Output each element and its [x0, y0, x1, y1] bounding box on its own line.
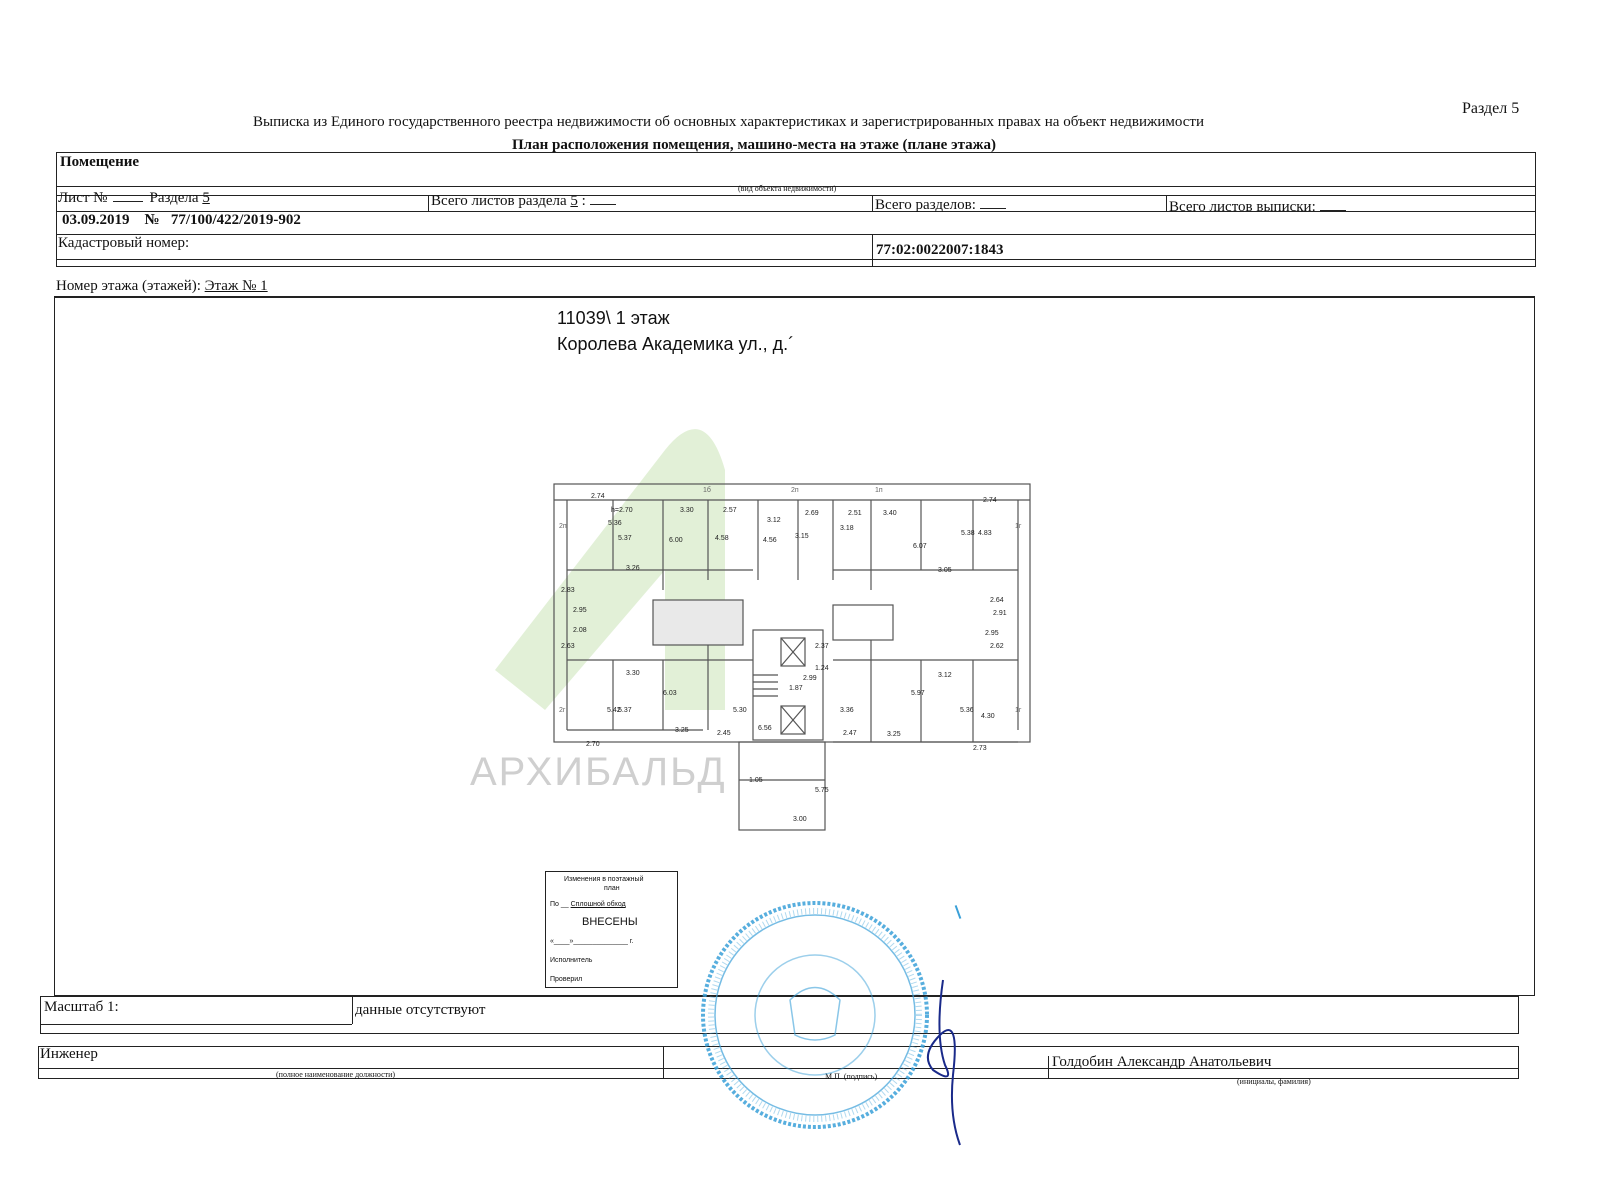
seal-stamp-icon — [695, 895, 935, 1135]
name-note: (инициалы, фамилия) — [1237, 1077, 1311, 1086]
plan-dimension-label: 3.30 — [626, 670, 640, 677]
plan-title-2: Королева Академика ул., д.´ — [557, 334, 795, 354]
total-sheets-extract-label: Всего листов выписки: — [1169, 199, 1316, 215]
object-type: Помещение — [60, 154, 140, 170]
scale-value: данные отсутствуют — [355, 1002, 486, 1018]
plan-wall-label: 2г — [559, 707, 566, 714]
plan-dimension-label: 2.70 — [586, 741, 600, 748]
number-sign: № — [144, 212, 160, 228]
stamp-line-3: По __ Сплошной обход — [550, 901, 626, 908]
stamp-checked: Проверил — [550, 976, 583, 983]
plan-wall-label: 1г — [1015, 523, 1022, 530]
document-subtitle: План расположения помещения, машино-места на этаже (плане этажа) — [512, 137, 996, 153]
plan-dimension-label: 2.51 — [848, 510, 862, 517]
plan-dimension-label: 3.40 — [883, 510, 897, 517]
plan-dimension-label: 3.18 — [840, 525, 854, 532]
plan-dimension-label: 5.36 — [608, 520, 622, 527]
plan-dimension-label: 5.42 — [607, 707, 621, 714]
extract-date: 03.09.2019 — [62, 212, 130, 228]
plan-dimension-label: 6.00 — [669, 537, 683, 544]
total-sheets-section-value: 5 — [570, 193, 578, 209]
section-of-label: Раздела — [149, 190, 199, 206]
total-sheets-section-label: Всего листов раздела — [431, 193, 567, 209]
plan-dimension-label: 5.36 — [960, 707, 974, 714]
plan-dimension-label: 3.15 — [795, 533, 809, 540]
floor-label: Номер этажа (этажей): — [56, 278, 201, 294]
plan-dimension-label: 2.73 — [973, 745, 987, 752]
plan-dimension-label: 2.69 — [805, 510, 819, 517]
plan-dimension-label: 4.30 — [981, 713, 995, 720]
plan-dimension-label: 2.74 — [591, 493, 605, 500]
plan-dimension-label: 1.87 — [789, 685, 803, 692]
plan-dimension-label: 2.64 — [990, 597, 1004, 604]
plan-dimension-label: 5.97 — [911, 690, 925, 697]
engineer-name: Голдобин Александр Анатольевич — [1052, 1054, 1272, 1070]
plan-dimension-label: 5.37 — [618, 535, 632, 542]
floor-plan — [553, 480, 1033, 832]
object-type-note: (вид объекта недвижимости) — [738, 184, 837, 193]
total-sections — [875, 197, 1006, 214]
plan-dimension-label: 3.12 — [938, 672, 952, 679]
plan-wall-label: 2п — [559, 523, 567, 530]
plan-dimension-label: 5.30 — [733, 707, 747, 714]
plan-dimension-label: 3.12 — [767, 517, 781, 524]
floor-value: Этаж № 1 — [204, 278, 268, 294]
stamp-prefix: По — [550, 901, 559, 908]
plan-dimension-label: 3.36 — [840, 707, 854, 714]
plan-dimension-label: 2.95 — [573, 607, 587, 614]
cadastral-value: 77:02:0022007:1843 — [876, 242, 1004, 258]
section-value: 5 — [202, 190, 210, 206]
plan-dimension-label: 3.00 — [793, 816, 807, 823]
extract-number: 77/100/422/2019-902 — [170, 212, 301, 228]
plan-dimension-label: 6.56 — [758, 725, 772, 732]
plan-dimension-label: 5.75 — [815, 787, 829, 794]
position-note: (полное наименование должности) — [276, 1070, 396, 1079]
plan-wall-label: 2п — [791, 487, 799, 494]
plan-dimension-label: 2.37 — [815, 643, 829, 650]
section-label: Раздел 5 — [1462, 100, 1520, 117]
stamp-date-line: «____»______________ г. — [550, 938, 634, 945]
total-sheets-section: Всего листов раздела 5 : — [431, 193, 616, 210]
plan-dimension-label: 2.99 — [803, 675, 817, 682]
plan-wall-label: 1б — [703, 487, 711, 494]
engineer-position: Инженер — [40, 1046, 98, 1062]
watermark-text: АРХИБАЛЬД — [470, 750, 727, 794]
stamp-executor: Исполнитель — [550, 957, 593, 964]
plan-dimension-label: h=2.70 — [611, 507, 633, 514]
plan-dimension-label: 5.38 — [961, 530, 975, 537]
plan-dimension-label: 6.03 — [663, 690, 677, 697]
plan-dimension-label: 2.47 — [843, 730, 857, 737]
document-title: Выписка из Единого государственного реестра недвижимости об основных характеристиках и зарегистрированных правах на объект недвижимости — [253, 114, 1205, 130]
plan-dimension-label: 4.56 — [763, 537, 777, 544]
plan-dimension-label: 3.25 — [675, 727, 689, 734]
plan-dimension-label: 3.25 — [887, 731, 901, 738]
plan-dimension-label: 2.63 — [561, 643, 575, 650]
scale-label: Масштаб 1: — [44, 999, 119, 1015]
stamp-status: ВНЕСЕНЫ — [582, 916, 638, 928]
floor-number — [56, 278, 268, 295]
date-number — [62, 212, 301, 229]
changes-stamp — [545, 871, 678, 988]
sheet-label: Лист № — [58, 190, 108, 206]
sheet-number-label — [58, 190, 210, 207]
total-sheets-extract — [1169, 199, 1346, 216]
plan-dimension-label: 3.30 — [680, 507, 694, 514]
stamp-line-1: Изменения в поэтажный — [564, 876, 644, 883]
plan-dimension-label: 1.05 — [749, 777, 763, 784]
plan-dimension-label: 1.24 — [815, 665, 829, 672]
plan-dimension-label: 2.74 — [983, 497, 997, 504]
plan-dimension-label: 4.83 — [978, 530, 992, 537]
stamp-reason: Сплошной обход — [570, 901, 626, 908]
plan-wall-label: 1п — [875, 487, 883, 494]
cadastral-label: Кадастровый номер: — [58, 235, 190, 251]
plan-dimension-label: 3.26 — [626, 565, 640, 572]
plan-title-1: 11039\ 1 этаж — [557, 308, 670, 328]
plan-dimension-label: 2.08 — [573, 627, 587, 634]
plan-dimension-label: 5.37 — [618, 707, 632, 714]
plan-dimension-label: 2.45 — [717, 730, 731, 737]
plan-wall-label: 1г — [1015, 707, 1022, 714]
stamp-line-2: план — [604, 885, 620, 892]
plan-dimension-label: 3.05 — [938, 567, 952, 574]
plan-dimension-label: 2.57 — [723, 507, 737, 514]
plan-dimension-label: 2.83 — [561, 587, 575, 594]
plan-dimension-label: 4.58 — [715, 535, 729, 542]
plan-dimension-label: 6.07 — [913, 543, 927, 550]
total-sections-label: Всего разделов: — [875, 197, 976, 213]
plan-dimension-label: 2.95 — [985, 630, 999, 637]
signature-icon — [915, 975, 975, 1150]
plan-dimension-label: 2.91 — [993, 610, 1007, 617]
plan-dimension-label: 2.62 — [990, 643, 1004, 650]
seal-note: М.П. (подпись) — [825, 1072, 878, 1081]
